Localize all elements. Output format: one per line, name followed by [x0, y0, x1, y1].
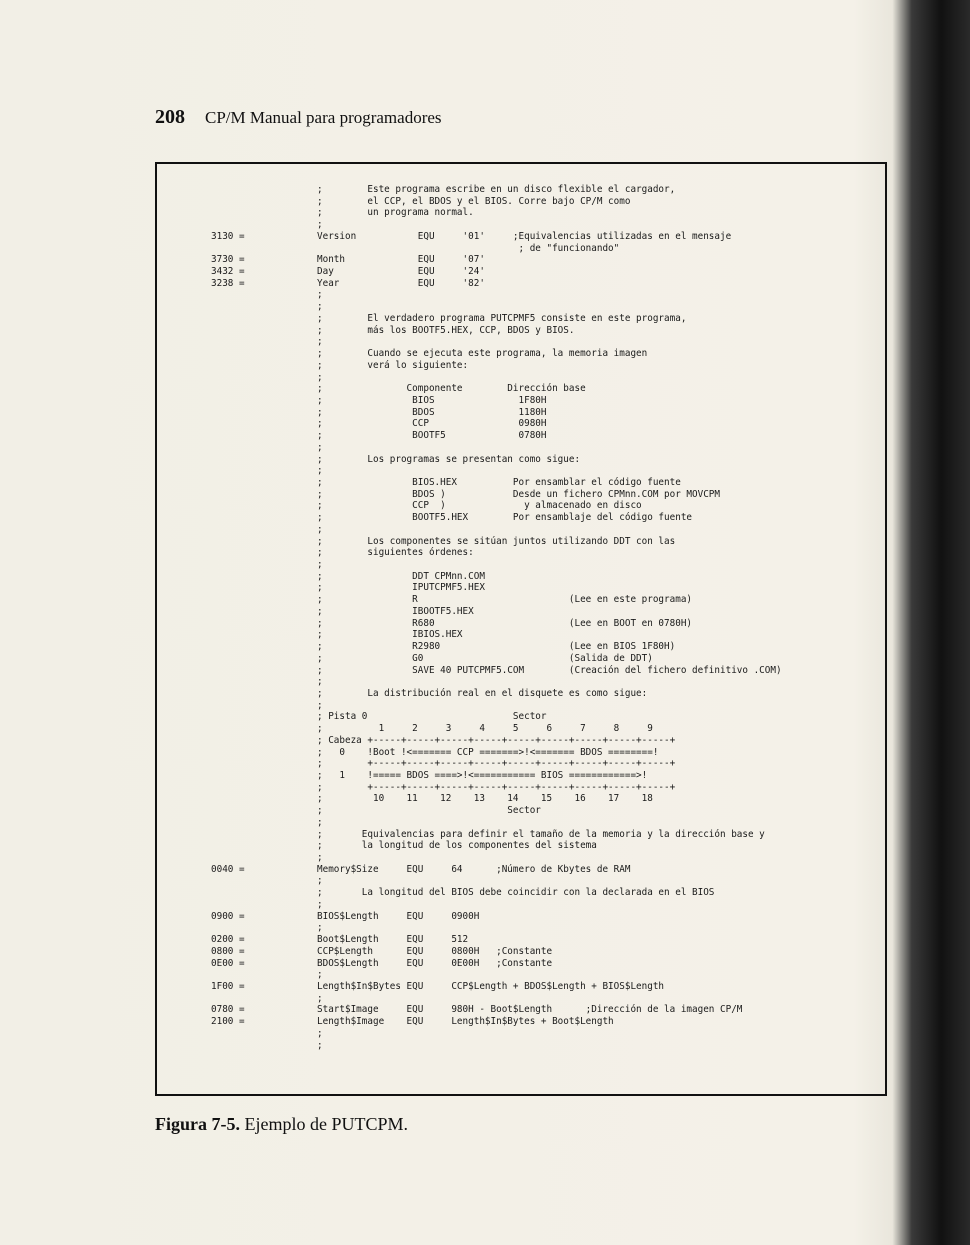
listing-code: BDOS$Length EQU 0E00H ;Constante — [317, 957, 553, 969]
listing-code: ; CCP ) y almacenado en disco — [317, 500, 642, 512]
listing-code: ; IBIOS.HEX — [317, 629, 463, 641]
listing-code: Year EQU '82' — [317, 277, 485, 289]
listing-code: ; — [317, 992, 323, 1004]
listing-code: ; — [317, 1027, 323, 1039]
listing-code: ; R680 (Lee en BOOT en 0780H) — [317, 617, 693, 629]
listing-code: ; — [317, 969, 323, 981]
listing-code: ; Este programa escribe en un disco flexible el cargador, — [317, 184, 676, 195]
listing-code: ; — [317, 465, 323, 477]
listing-code: ; 1 !===== BDOS ====>!<=========== BIOS ============>! — [317, 770, 648, 781]
listing-code: ; — [317, 219, 323, 231]
listing-code: ; — [317, 816, 323, 828]
listing-code: ; — [317, 852, 323, 864]
listing-code: Boot$Length EQU 512 — [317, 934, 469, 946]
listing-code: ; La longitud del BIOS debe coincidir con la declarada en el BIOS — [317, 887, 715, 899]
listing-code: ; 0 !Boot !<======= CCP =======>!<======= BDOS ========! — [317, 746, 659, 758]
listing-address: 0040 = — [211, 863, 245, 875]
listing-code: ; — [317, 922, 323, 934]
listing-code: ; — [317, 559, 323, 571]
listing-address: 0800 = — [211, 945, 245, 957]
listing-code: ; más los BOOTF5.HEX, CCP, BDOS y BIOS. — [317, 324, 575, 336]
listing-code: ; verá lo siguiente: — [317, 359, 469, 371]
listing-code: ; — [317, 1039, 323, 1051]
listing-code: ; de "funcionando" — [317, 242, 620, 254]
listing-code: ; — [317, 336, 323, 348]
listing-address: 3238 = — [211, 277, 245, 289]
listing-code: ; — [317, 676, 323, 688]
listing-code: ; SAVE 40 PUTCPMF5.COM (Creación del fichero definitivo .COM) — [317, 664, 782, 676]
listing-code: ; El verdadero programa PUTCPMF5 consiste en este programa, — [317, 312, 687, 324]
figure-caption — [155, 1114, 408, 1135]
listing-address: 2100 = — [211, 1016, 245, 1028]
listing-code: ; R (Lee en este programa) — [317, 594, 693, 606]
listing-code: ; — [317, 371, 323, 383]
listing-code: ; La distribución real en el disquete es como sigue: — [317, 687, 648, 699]
listing-code: ; Cuando se ejecuta este programa, la memoria imagen — [317, 348, 648, 360]
listing-address: 0780 = — [211, 1004, 245, 1016]
listing-code: ; +-----+-----+-----+-----+-----+-----+-----+-----+-----+ — [317, 781, 676, 793]
listing-address: 3432 = — [211, 266, 245, 278]
listing-code: ; Los componentes se sitúan juntos utilizando DDT con las — [317, 535, 676, 547]
listing-code: ; el CCP, el BDOS y el BIOS. Corre bajo CP/M como — [317, 195, 631, 207]
listing-code: ; — [317, 289, 323, 301]
listing-code: ; — [317, 699, 323, 711]
listing-address: 0900 = — [211, 910, 245, 922]
listing-code: ; G0 (Salida de DDT) — [317, 652, 653, 664]
page-number: 208 — [155, 106, 185, 128]
listing-code: ; BOOTF5.HEX Por ensamblaje del código fuente — [317, 512, 693, 524]
listing-code: ; BIOS.HEX Por ensamblar el código fuente — [317, 477, 681, 488]
listing-code: ; BOOTF5 0780H — [317, 430, 547, 442]
page-header — [155, 106, 442, 129]
listing-code: ; IBOOTF5.HEX — [317, 605, 474, 617]
listing-address: 3730 = — [211, 254, 245, 266]
listing-code: ; un programa normal. — [317, 207, 474, 219]
listing-code: Version EQU '01' ;Equivalencias utilizadas en el mensaje — [317, 230, 732, 242]
listing-code: ; BDOS ) Desde un fichero CPMnn.COM por MOVCPM — [317, 488, 720, 500]
listing-code: ; Sector — [317, 805, 541, 817]
listing-address: 0E00 = — [211, 957, 245, 969]
listing-code: Day EQU '24' — [317, 266, 485, 278]
listing-code: ; Equivalencias para definir el tamaño de la memoria y la dirección base y — [317, 828, 765, 840]
listing-code: ; IPUTCPMF5.HEX — [317, 582, 485, 594]
listing-code: ; R2980 (Lee en BIOS 1F80H) — [317, 641, 676, 653]
listing-code: ; siguientes órdenes: — [317, 547, 474, 559]
listing-code: ; — [317, 441, 323, 453]
listing-code: CCP$Length EQU 0800H ;Constante — [317, 945, 553, 957]
listing-code: ; — [317, 301, 323, 313]
listing-code: ; 10 11 12 13 14 15 16 17 18 — [317, 793, 653, 805]
listing-address: 1F00 = — [211, 980, 245, 992]
listing-code: ; BIOS 1F80H — [317, 394, 547, 406]
listing-code: ; DDT CPMnn.COM — [317, 570, 485, 582]
listing-code: ; BDOS 1180H — [317, 406, 547, 418]
listing-address: 3130 = — [211, 230, 245, 242]
listing-code: ; +-----+-----+-----+-----+-----+-----+-----+-----+-----+ — [317, 758, 676, 770]
listing-code: ; 1 2 3 4 5 6 7 8 9 — [317, 723, 653, 735]
listing-code: ; Cabeza +-----+-----+-----+-----+-----+-----+-----+-----+-----+ — [317, 734, 676, 746]
listing-code: ; la longitud de los componentes del sistema — [317, 840, 597, 852]
figure-caption-text: Ejemplo de PUTCPM. — [244, 1114, 409, 1134]
listing-code: ; Componente Dirección base — [317, 383, 586, 395]
listing-code: ; Pista 0 Sector — [317, 711, 547, 723]
listing-code: Memory$Size EQU 64 ;Número de Kbytes de RAM — [317, 863, 631, 875]
listing-code: ; — [317, 898, 323, 910]
listing-code: Length$Image EQU Length$In$Bytes + Boot$Length — [317, 1016, 614, 1028]
listing-code: BIOS$Length EQU 0900H — [317, 910, 480, 922]
listing-code: ; CCP 0980H — [317, 418, 547, 430]
listing-code: Length$In$Bytes EQU CCP$Length + BDOS$Length + BIOS$Length — [317, 980, 665, 992]
listing-code: ; — [317, 875, 323, 887]
running-title: CP/M Manual para programadores — [205, 108, 442, 127]
listing-address: 0200 = — [211, 934, 245, 946]
code-listing-box — [155, 162, 887, 1096]
figure-label: Figura 7-5. — [155, 1114, 240, 1134]
listing-code: ; — [317, 523, 323, 535]
listing-code: ; Los programas se presentan como sigue: — [317, 453, 581, 465]
listing-code: Start$Image EQU 980H - Boot$Length ;Dirección de la imagen CP/M — [317, 1004, 743, 1016]
listing-code: Month EQU '07' — [317, 254, 485, 266]
